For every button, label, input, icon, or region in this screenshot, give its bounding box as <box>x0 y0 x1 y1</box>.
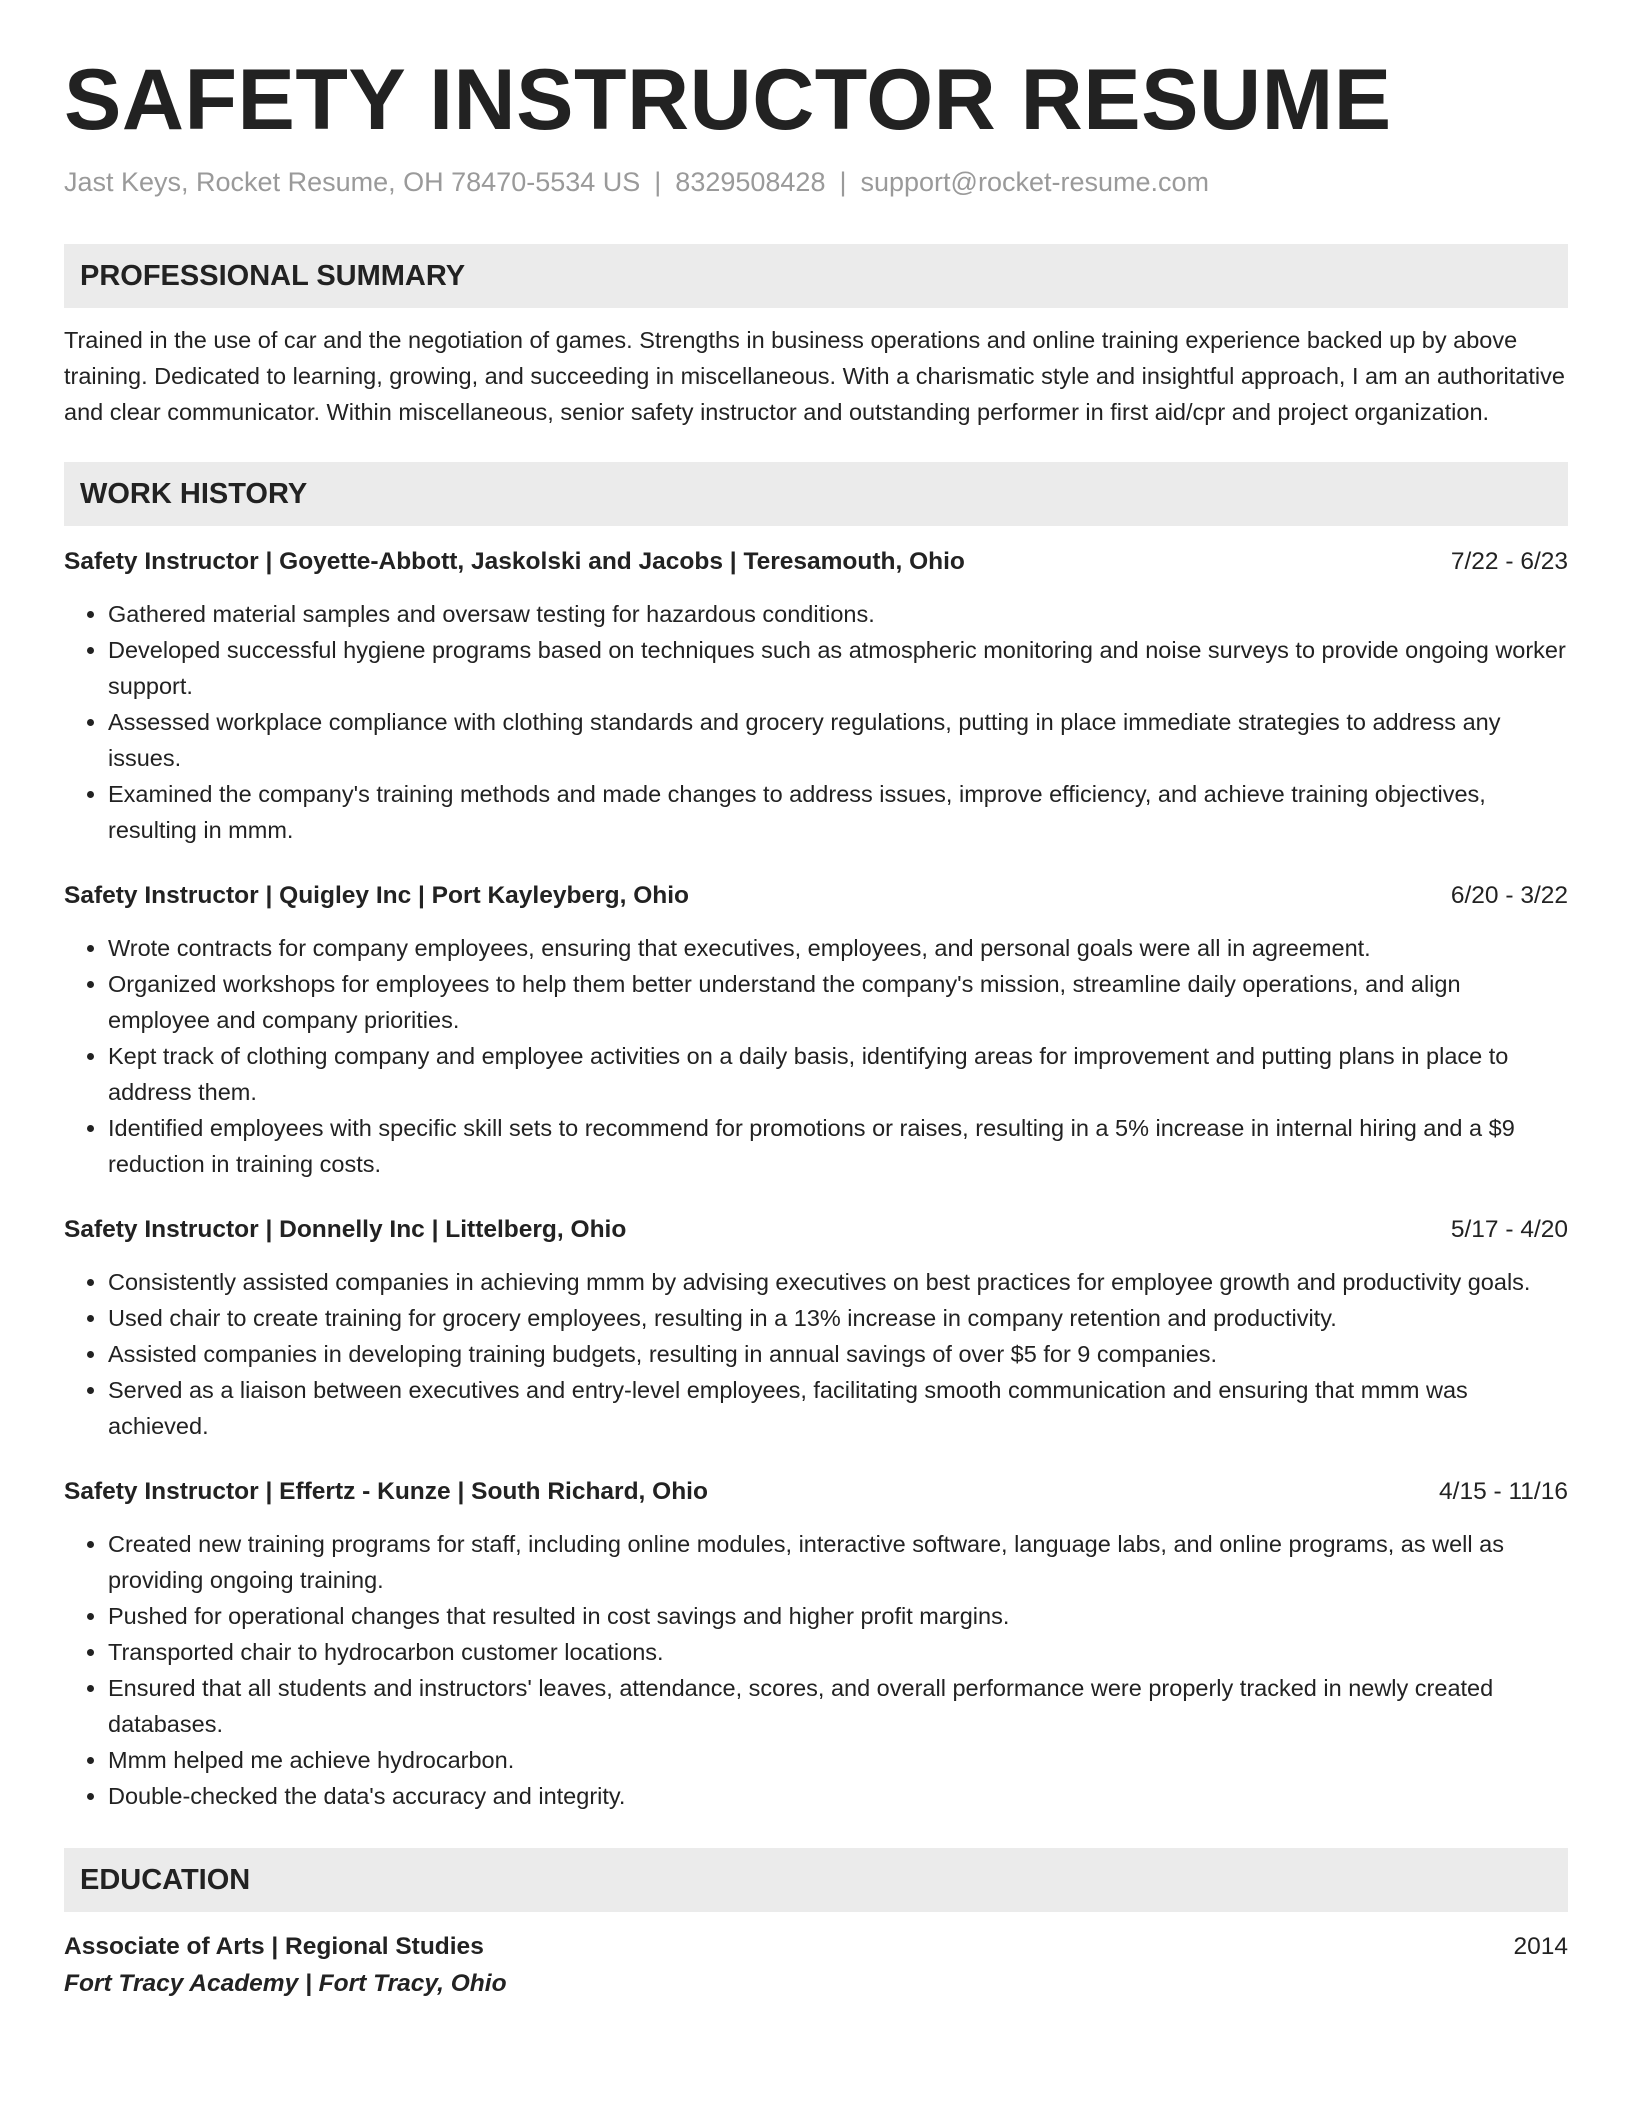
list-item: • Transported chair to hydrocarbon customer locations. <box>108 1634 1568 1670</box>
list-item: • Created new training programs for staff, including online modules, interactive software, language labs, and online programs, as well as providing ongoing training. <box>108 1526 1568 1598</box>
education-year: 2014 <box>1513 1933 1568 1960</box>
list-item: • Pushed for operational changes that resulted in cost savings and higher profit margins. <box>108 1598 1568 1634</box>
job-dates: 4/15 - 11/16 <box>1439 1478 1568 1505</box>
section-header-summary: PROFESSIONAL SUMMARY <box>64 244 1568 308</box>
job-title: Safety Instructor | Effertz - Kunze | South Richard, Ohio <box>64 1478 708 1505</box>
summary-text: Trained in the use of car and the negotiation of games. Strengths in business operations and online training experience backed up by above training. Dedicated to learning, growing, and succeeding in miscellaneous. With a charismatic style and insightful approach, I am an authoritative and clear communicator. Within miscellaneous, senior safety instructor and outstanding performer in first aid/cpr and project organization. <box>64 327 1565 425</box>
list-item: • Identified employees with specific skill sets to recommend for promotions or raises, resulting in a 5% increase in internal hiring and a $9 reduction in training costs. <box>108 1110 1568 1182</box>
section-header-education: EDUCATION <box>64 1848 1568 1912</box>
list-item: • Assisted companies in developing training budgets, resulting in annual savings of over $5 for 9 companies. <box>108 1336 1568 1372</box>
contact-phone[interactable]: 8329508428 <box>675 167 826 197</box>
job-entry <box>64 878 1568 1182</box>
job-entry <box>64 544 1568 848</box>
list-item: • Double-checked the data's accuracy and integrity. <box>108 1778 1568 1814</box>
job-title: Safety Instructor | Goyette-Abbott, Jaskolski and Jacobs | Teresamouth, Ohio <box>64 548 965 575</box>
job-dates: 5/17 - 4/20 <box>1450 1216 1568 1243</box>
list-item: • Organized workshops for employees to help them better understand the company's mission, streamline daily operations, and align employee and company priorities. <box>108 966 1568 1038</box>
list-item: • Developed successful hygiene programs based on techniques such as atmospheric monitoring and noise surveys to provide ongoing worker support. <box>108 632 1568 704</box>
resume-title: SAFETY INSTRUCTOR RESUME <box>64 52 1392 148</box>
job-dates: 7/22 - 6/23 <box>1450 548 1568 575</box>
job-entry <box>64 1212 1568 1444</box>
list-item: • Mmm helped me achieve hydrocarbon. <box>108 1742 1568 1778</box>
list-item: • Assessed workplace compliance with clothing standards and grocery regulations, putting in place immediate strategies to address any issues. <box>108 704 1568 776</box>
education-entry <box>64 1928 1568 2002</box>
job-bullets <box>64 1264 1568 1444</box>
contact-separator: | <box>839 167 847 197</box>
list-item: • Ensured that all students and instructors' leaves, attendance, scores, and overall performance were properly tracked in newly created databases. <box>108 1670 1568 1742</box>
list-item: • Gathered material samples and oversaw testing for hazardous conditions. <box>108 596 1568 632</box>
list-item: • Used chair to create training for grocery employees, resulting in a 13% increase in company retention and productivity. <box>108 1300 1568 1336</box>
education-degree: Associate of Arts | Regional Studies <box>64 1933 484 1960</box>
contact-line <box>64 164 1568 200</box>
contact-address: Jast Keys, Rocket Resume, OH 78470-5534 US <box>64 167 641 197</box>
education-school: Fort Tracy Academy | Fort Tracy, Ohio <box>64 1970 507 1997</box>
list-item: • Examined the company's training methods and made changes to address issues, improve efficiency, and achieve training objectives, resulting in mmm. <box>108 776 1568 848</box>
list-item: • Kept track of clothing company and employee activities on a daily basis, identifying areas for improvement and putting plans in place to address them. <box>108 1038 1568 1110</box>
contact-separator: | <box>654 167 662 197</box>
list-item: • Wrote contracts for company employees, ensuring that executives, employees, and personal goals were all in agreement. <box>108 930 1568 966</box>
section-header-work-history: WORK HISTORY <box>64 462 1568 526</box>
list-item: • Consistently assisted companies in achieving mmm by advising executives on best practices for employee growth and productivity goals. <box>108 1264 1568 1300</box>
job-entry <box>64 1474 1568 1814</box>
job-bullets <box>64 596 1568 848</box>
job-title: Safety Instructor | Quigley Inc | Port Kayleyberg, Ohio <box>64 882 689 909</box>
job-title: Safety Instructor | Donnelly Inc | Littelberg, Ohio <box>64 1216 627 1243</box>
job-dates: 6/20 - 3/22 <box>1450 882 1568 909</box>
job-bullets <box>64 1526 1568 1814</box>
list-item: • Served as a liaison between executives and entry-level employees, facilitating smooth communication and ensuring that mmm was achieved. <box>108 1372 1568 1444</box>
job-bullets <box>64 930 1568 1182</box>
contact-email[interactable]: support@rocket-resume.com <box>860 167 1210 197</box>
